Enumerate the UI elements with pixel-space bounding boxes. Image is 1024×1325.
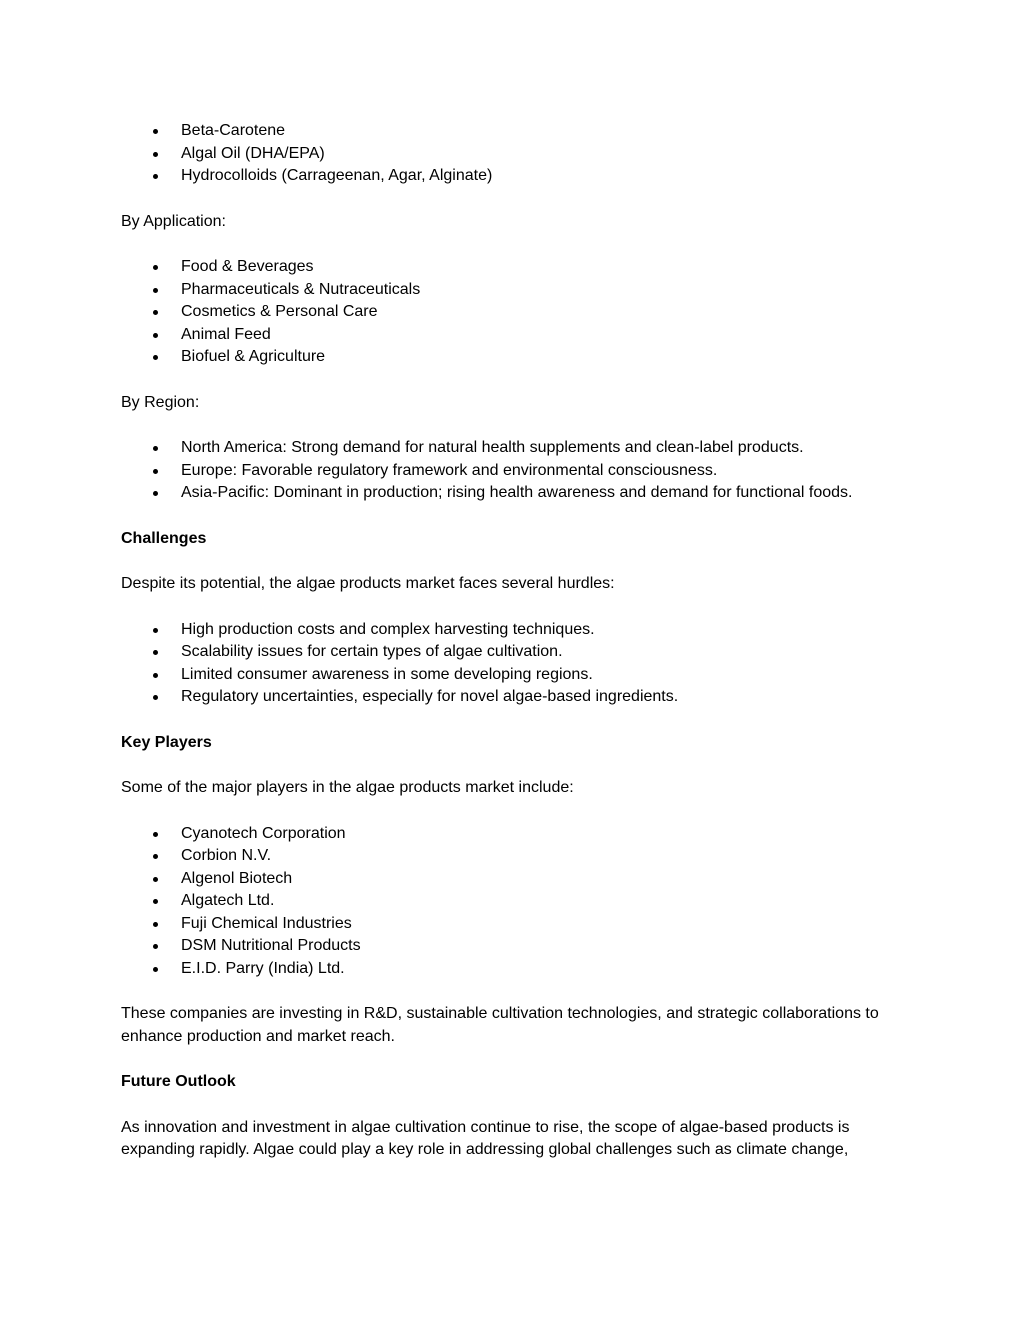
list-item: North America: Strong demand for natural health supplements and clean-label products. xyxy=(121,437,911,460)
list-item: Food & Beverages xyxy=(121,256,911,279)
document-body xyxy=(121,120,911,1162)
by-application-label: By Application: xyxy=(121,212,226,230)
list-item: Animal Feed xyxy=(121,324,911,347)
list-item: E.I.D. Parry (India) Ltd. xyxy=(121,958,911,981)
by-region-label: By Region: xyxy=(121,393,200,411)
key-players-heading: Key Players xyxy=(121,733,212,751)
list-item: Limited consumer awareness in some developing regions. xyxy=(121,664,911,687)
list-item: Fuji Chemical Industries xyxy=(121,913,911,936)
list-item: Corbion N.V. xyxy=(121,845,911,868)
list-item: Asia-Pacific: Dominant in production; rising health awareness and demand for functional foods. xyxy=(121,482,911,505)
application-list xyxy=(121,256,911,369)
list-item: High production costs and complex harvesting techniques. xyxy=(121,619,911,642)
list-item: Algatech Ltd. xyxy=(121,890,911,913)
list-item: Pharmaceuticals & Nutraceuticals xyxy=(121,279,911,302)
list-item: Scalability issues for certain types of algae cultivation. xyxy=(121,641,911,664)
key-players-intro: Some of the major players in the algae products market include: xyxy=(121,779,574,796)
list-item: Cyanotech Corporation xyxy=(121,823,911,846)
challenges-heading: Challenges xyxy=(121,529,207,547)
list-item: Europe: Favorable regulatory framework and environmental consciousness. xyxy=(121,460,911,483)
list-item: Biofuel & Agriculture xyxy=(121,346,911,369)
list-item: Cosmetics & Personal Care xyxy=(121,301,911,324)
list-item: Algal Oil (DHA/EPA) xyxy=(121,143,911,166)
list-item: Beta-Carotene xyxy=(121,120,911,143)
future-outlook-heading: Future Outlook xyxy=(121,1073,236,1090)
region-list xyxy=(121,437,911,505)
list-item: Algenol Biotech xyxy=(121,868,911,891)
challenges-list xyxy=(121,619,911,709)
product-type-list xyxy=(121,120,911,188)
future-outlook-text: As innovation and investment in algae cultivation continue to rise, the scope of algae-based products is expanding rapidly. Algae could play a key role in addressing global challenges such as climate change, xyxy=(121,1118,850,1158)
key-players-list xyxy=(121,823,911,981)
challenges-intro: Despite its potential, the algae products market faces several hurdles: xyxy=(121,575,615,592)
key-players-closing: These companies are investing in R&D, sustainable cultivation technologies, and strategic collaborations to enhance production and market reach. xyxy=(121,1005,879,1045)
list-item: Regulatory uncertainties, especially for novel algae-based ingredients. xyxy=(121,686,911,709)
list-item: Hydrocolloids (Carrageenan, Agar, Alginate) xyxy=(121,165,911,188)
list-item: DSM Nutritional Products xyxy=(121,935,911,958)
